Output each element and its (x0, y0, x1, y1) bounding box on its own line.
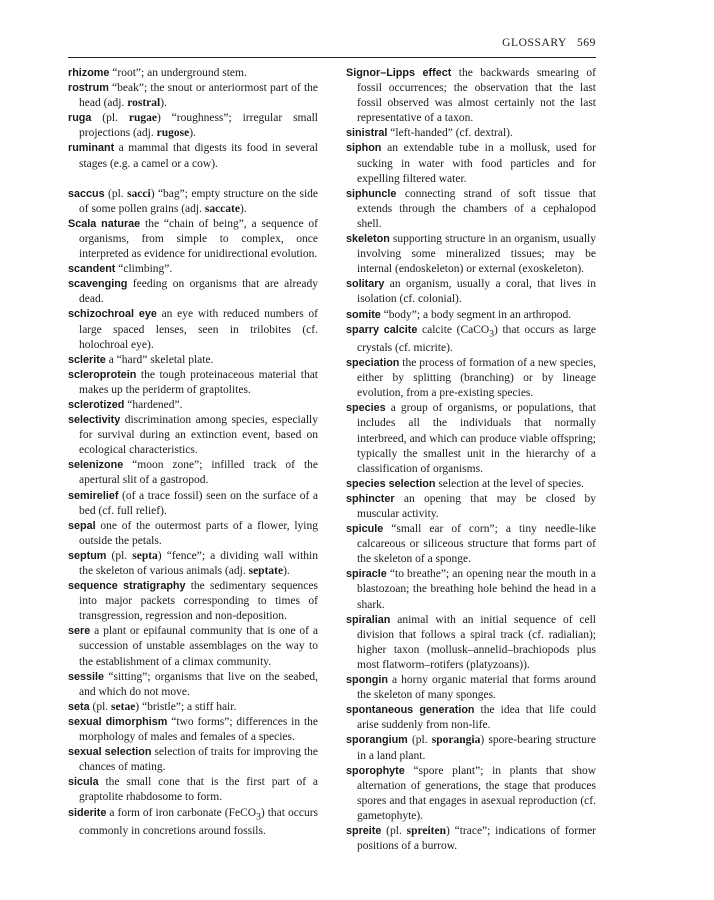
definition-continuation: ) “trace”; indications of former positions of a burrow. (357, 824, 597, 853)
glossary-term: selenizone (68, 459, 124, 472)
glossary-entry (68, 549, 318, 579)
glossary-definition: (pl. (407, 734, 432, 747)
glossary-definition: the backwards smearing of fossil occurrences; the observation that the last fossil observed was almost certainly not the last representative of a taxon. (357, 67, 596, 125)
glossary-entry (346, 187, 596, 232)
glossary-definition: “body”; a body segment in an arthropod. (380, 308, 572, 321)
glossary-entry (68, 579, 318, 624)
glossary-definition: one of the outermost parts of a flower, lying outside the petals. (79, 519, 318, 547)
glossary-definition: a plant or epifaunal community that is one of a succession of unstable assemblages on the way to the establishment of a climax community. (79, 625, 318, 668)
glossary-entry (346, 401, 596, 476)
page-number: 569 (576, 37, 596, 49)
glossary-definition: feeding on organisms that are already dead. (79, 278, 318, 306)
glossary-entry (68, 111, 318, 141)
glossary-term: solitary (346, 278, 385, 291)
right-column (346, 66, 596, 854)
glossary-definition: the sedimentary sequences into major packets corresponding to times of transgression, regression and non-deposition. (79, 580, 318, 623)
glossary-definition: an opening that may be closed by muscular activity. (357, 492, 596, 521)
glossary-entry (68, 307, 318, 352)
related-term: spreiten (406, 824, 447, 837)
related-term: rugae (128, 112, 157, 125)
glossary-definition: calcite (CaCO (417, 323, 490, 336)
glossary-term: sexual dimorphism (68, 715, 168, 728)
glossary-definition: the process of formation of a new species, either by splitting (branching) or by lineage evolution, from a pre-existing species. (357, 357, 596, 400)
glossary-term: sclerotized (68, 398, 125, 411)
glossary-term: scandent (68, 263, 116, 276)
definition-continuation: ). (160, 97, 167, 110)
glossary-entry (68, 775, 318, 805)
glossary-entry (68, 519, 318, 549)
glossary-definition: the idea that life could arise suddenly from non-life. (357, 704, 596, 732)
glossary-definition: “two forms”; differences in the morphology of males and females of a species. (79, 715, 318, 744)
glossary-entry (346, 356, 596, 401)
glossary-definition: a mammal that digests its food in several stages (e.g. a camel or a cow). (79, 142, 318, 170)
glossary-entry (68, 700, 318, 715)
glossary-entry (68, 187, 318, 217)
glossary-definition: “hardened”. (124, 398, 183, 411)
glossary-definition: selection of traits for improving the chances of mating. (79, 746, 318, 774)
glossary-term: Signor–Lipps effect (346, 67, 452, 79)
related-term: septate (248, 565, 284, 577)
related-term: sacci (127, 187, 151, 200)
glossary-term: sinistral (346, 127, 388, 140)
glossary-definition: (pl. (91, 112, 129, 125)
glossary-term: spiracle (346, 568, 387, 581)
related-term: rugose (156, 127, 190, 140)
glossary-entry (346, 824, 596, 854)
glossary-entry (68, 141, 318, 171)
glossary-term: sessile (68, 670, 105, 683)
glossary-definition: (pl. (381, 824, 407, 837)
glossary-entry (68, 277, 318, 307)
glossary-term: sequence stratigraphy (68, 580, 186, 593)
glossary-definition: selection at the level of species. (435, 477, 584, 490)
glossary-entry (68, 489, 318, 519)
glossary-entry (68, 262, 318, 277)
glossary-entry (68, 670, 318, 700)
glossary-term: ruga (68, 112, 92, 125)
glossary-definition: “beak”; the snout or anteriormost part of the head (adj. (79, 82, 318, 110)
glossary-entry (68, 66, 318, 81)
related-term: septa (132, 549, 158, 562)
glossary-entry (68, 398, 318, 413)
glossary-term: skeleton (346, 233, 390, 246)
related-term: rostral (127, 97, 161, 110)
glossary-entry (68, 458, 318, 488)
glossary-term: schizochroal eye (68, 308, 157, 321)
glossary-entry (346, 66, 596, 126)
glossary-term: sepal (68, 519, 96, 532)
glossary-definition: (of a trace fossil) seen on the surface of a bed (cf. full relief). (79, 489, 318, 517)
glossary-definition: the “chain of being”, a sequence of organisms, from simple to complex, once interpreted as evidence for unidirectional evolution. (79, 217, 319, 261)
glossary-term: spicule (346, 523, 384, 536)
glossary-entry (346, 522, 596, 567)
glossary-term: somite (346, 308, 381, 321)
glossary-term: ruminant (68, 142, 115, 155)
glossary-entry (346, 141, 596, 186)
glossary-term: speciation (346, 357, 400, 370)
glossary-entry (346, 308, 596, 323)
glossary-definition: (pl. (104, 187, 128, 200)
glossary-term: rhizome (68, 67, 110, 79)
glossary-entry (68, 217, 318, 262)
glossary-entry (68, 806, 318, 839)
glossary-definition: a group of organisms, or populations, that includes all the individuals that normally interbreed, and which can produce viable offspring; typically the smallest unit in the hierarchy of a classification of organisms. (357, 402, 596, 475)
glossary-definition: connecting strand of soft tissue that extends through the chambers of a cephalopod shell. (357, 187, 596, 230)
glossary-definition: “small ear of corn”; a tiny needle-like calcareous or siliceous structure that forms part of the skeleton of a sponge. (357, 523, 596, 566)
definition-continuation: ) spore-bearing structure in a land plant. (357, 734, 596, 762)
glossary-entry (346, 477, 596, 492)
glossary-definition: discrimination among species, especially for survival during an extinction event, based on ecological characteristics. (79, 414, 318, 457)
glossary-definition: a horny organic material that forms around the skeleton of many sponges. (357, 674, 596, 702)
glossary-definition: supporting structure in an organism, usually involving some mineralized tissues; may be internal (endoskeleton) or external (exoskeleton). (357, 233, 596, 276)
glossary-entry (346, 277, 596, 307)
glossary-definition: an eye with reduced numbers of large spaced lenses, seen in trilobites (cf. holochroal eye). (79, 308, 318, 351)
glossary-entry (346, 764, 596, 824)
definition-continuation: ) that occurs as large crystals (cf. micrite). (357, 323, 596, 354)
glossary-term: rostrum (68, 82, 109, 95)
glossary-definition: an extendable tube in a mollusk, used for sucking in water with food particles and for expelling filtered water. (357, 142, 596, 185)
definition-continuation: ) “bristle”; a stiff hair. (135, 700, 237, 713)
chemical-subscript: 3 (256, 810, 261, 822)
definition-continuation: ) “bag”; empty structure on the side of some pollen grains (adj. (79, 187, 318, 215)
glossary-entry (346, 703, 596, 733)
glossary-term: sparry calcite (346, 323, 418, 336)
glossary-entry (346, 567, 596, 612)
glossary-term: sexual selection (68, 746, 152, 759)
glossary-entry (68, 353, 318, 368)
glossary-entry (68, 715, 318, 745)
glossary-definition: (pl. (89, 700, 112, 713)
glossary-term: Scala naturae (68, 217, 141, 230)
glossary-entry (68, 624, 318, 669)
glossary-term: selectivity (68, 414, 121, 427)
glossary-entry (346, 613, 596, 673)
glossary-term: sicula (68, 776, 99, 789)
definition-continuation: ). (283, 565, 290, 577)
glossary-definition: a form of iron carbonate (FeCO (106, 806, 257, 819)
glossary-term: semirelief (68, 489, 119, 502)
glossary-term: saccus (68, 187, 105, 200)
glossary-definition: “root”; an underground stem. (109, 67, 247, 79)
running-header (68, 37, 596, 58)
glossary-definition: (pl. (106, 549, 133, 562)
glossary-entry (68, 413, 318, 458)
header-title: GLOSSARY (502, 37, 567, 49)
glossary-term: spreite (346, 824, 382, 837)
left-column (68, 66, 318, 839)
glossary-term: spontaneous generation (346, 704, 475, 717)
glossary-term: spongin (346, 674, 388, 687)
glossary-definition: “to breathe”; an opening near the mouth in a blastozoan; the breathing hole behind the head in a shark. (357, 568, 596, 611)
glossary-entry (68, 745, 318, 775)
glossary-term: sclerite (68, 353, 106, 366)
glossary-definition: “left-handed” (cf. dextral). (387, 127, 513, 140)
glossary-entry (346, 323, 596, 356)
related-term: saccate (204, 202, 240, 215)
glossary-definition: “sitting”; organisms that live on the seabed, and which do not move. (79, 670, 318, 698)
glossary-entry (346, 232, 596, 277)
glossary-term: spiralian (346, 613, 391, 626)
definition-continuation: ). (239, 202, 247, 215)
glossary-term: scavenging (68, 278, 128, 291)
glossary-definition: an organism, usually a coral, that lives in isolation (cf. colonial). (357, 278, 596, 306)
glossary-term: sphincter (346, 492, 395, 505)
glossary-definition: “climbing”. (115, 263, 173, 276)
glossary-definition: “moon zone”; infilled track of the apertural slit of a gastropod. (79, 459, 318, 487)
definition-continuation: ) “roughness”; irregular small projections (adj. (79, 112, 318, 140)
chemical-subscript: 3 (489, 327, 495, 339)
glossary-entry (346, 492, 596, 522)
glossary-entry (346, 126, 596, 141)
related-term: setae (111, 700, 136, 713)
glossary-term: sere (68, 625, 91, 638)
glossary-term: seta (68, 700, 90, 713)
glossary-term: species selection (346, 477, 436, 490)
glossary-entry (346, 673, 596, 703)
glossary-definition: “spore plant”; in plants that show alternation of generations, the stage that produces spores and that engages in asexual reproduction (cf. gametophyte). (357, 764, 596, 822)
glossary-definition: animal with an initial sequence of cell division that follows a spiral track (cf. radialian); higher taxon (mollusk–annelid–brachiopods plus most flatworm–rotifers (platyzoans)). (357, 613, 596, 671)
glossary-term: siphuncle (346, 187, 397, 200)
glossary-definition: a “hard” skeletal plate. (105, 353, 214, 366)
definition-continuation: ) that occurs commonly in concretions around fossils. (79, 806, 318, 837)
glossary-entry (68, 81, 318, 111)
glossary-definition: the small cone that is the first part of a graptolite rhabdosome to form. (79, 776, 318, 804)
glossary-term: species (346, 402, 386, 415)
glossary-term: sporangium (346, 734, 408, 747)
glossary-entry (346, 733, 596, 763)
related-term: sporangia (431, 734, 481, 747)
glossary-term: siphon (346, 142, 382, 155)
glossary-entry (68, 368, 318, 398)
glossary-term: scleroprotein (68, 368, 137, 381)
definition-continuation: ). (189, 127, 196, 140)
definition-continuation: ) “fence”; a dividing wall within the skeleton of various animals (adj. (79, 549, 318, 577)
glossary-definition: the tough proteinaceous material that makes up the periderm of graptolites. (79, 368, 318, 396)
glossary-term: septum (68, 549, 107, 562)
glossary-term: sporophyte (346, 764, 405, 777)
glossary-term: siderite (68, 806, 107, 819)
